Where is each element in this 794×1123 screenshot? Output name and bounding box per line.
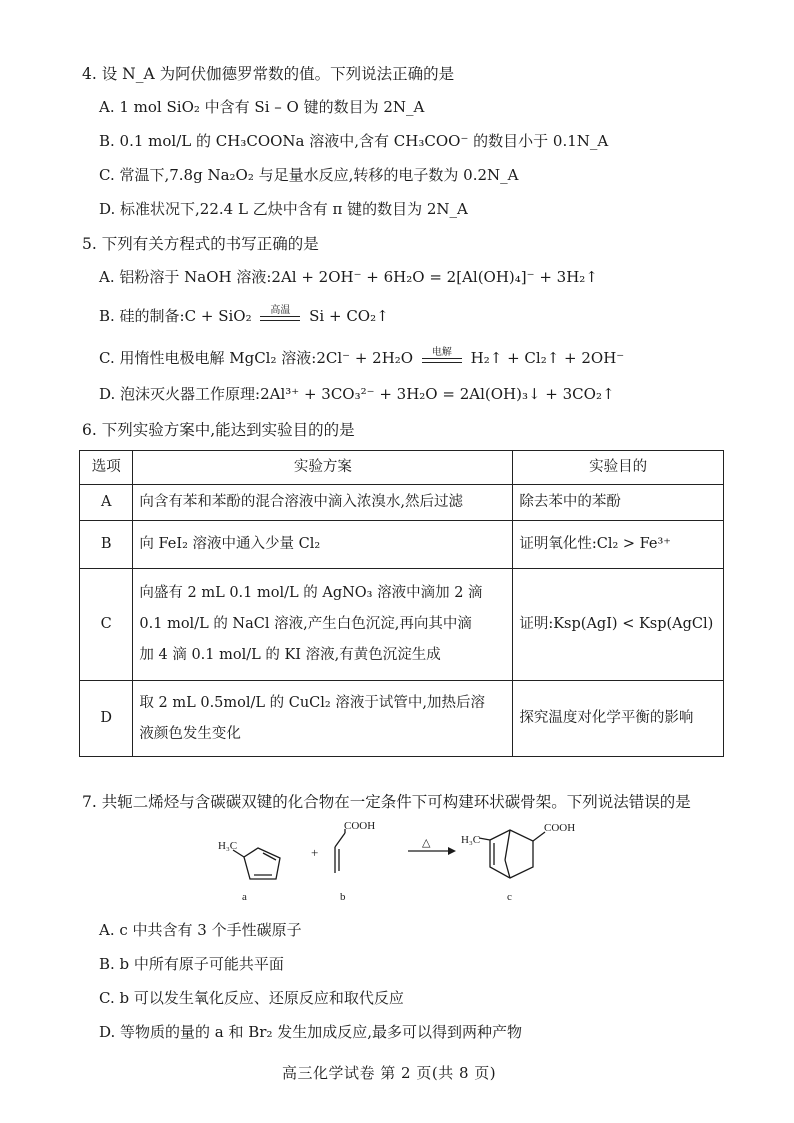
row-d-plan [133,681,513,757]
label-a: a [242,891,247,903]
label-b: b [340,891,346,903]
cyclopentadiene-ring [244,848,280,879]
double-line [422,358,462,363]
q7-option-a: A. c 中共含有 3 个手性碳原子 [99,921,302,939]
q5-option-b-right: Si + CO₂↑ [309,307,389,325]
plus-sign: + [311,845,319,860]
q7-stem: 7. 共轭二烯烃与含碳碳双键的化合物在一定条件下可构建环状碳骨架。下列说法错误的是 [82,793,691,811]
q5-c-condition: 电解 [431,347,452,358]
q5-option-d: D. 泡沫灭火器工作原理:2Al³⁺ + 3CO₃²⁻ + 3H₂O = 2Al(OH)₃↓ + 3CO₂↑ [99,385,615,403]
row-b-option: B [80,521,133,569]
bridge-bond [505,830,510,860]
q4-stem: 4. 设 N_A 为阿伏伽德罗常数的值。下列说法正确的是 [82,65,455,83]
a-substituent: H₃C [218,840,238,852]
b-group: COOH [344,820,376,832]
row-d-plan-line-2: 液颜色发生变化 [139,725,241,742]
q6-stem: 6. 下列实验方案中,能达到实验目的的是 [82,421,355,439]
header-option: 选项 [80,451,133,485]
q5-option-a: A. 铝粉溶于 NaOH 溶液:2Al + 2OH⁻ + 6H₂O = 2[Al(OH)₄]⁻ + 3H₂↑ [99,268,598,286]
bond [335,833,345,847]
table-header-row [80,451,724,485]
q7-option-c: C. b 可以发生氧化反应、还原反应和取代反应 [99,989,404,1007]
row-d-option: D [80,681,133,757]
row-a-plan: 向含有苯和苯酚的混合溶液中滴入浓溴水,然后过滤 [133,485,513,521]
table-row [80,485,724,521]
table-row [80,521,724,569]
label-c: c [507,891,512,903]
q7-option-b: B. b 中所有原子可能共平面 [99,955,284,973]
q4-option-b: B. 0.1 mol/L 的 CH₃COONa 溶液中,含有 CH₃COO⁻ 的数目小于 0.1N_A [99,132,609,150]
header-plan: 实验方案 [133,451,513,485]
q5-option-b-left: B. 硅的制备:C + SiO₂ [99,307,252,325]
molecule-c [479,830,545,878]
double-bond [263,853,276,860]
reaction-scheme [200,815,620,905]
q5-option-c [99,347,624,368]
reaction-arrow [408,847,456,855]
q4-option-a: A. 1 mol SiO₂ 中含有 Si – O 键的数目为 2N_A [99,98,425,116]
row-d-plan-line-1: 取 2 mL 0.5mol/L 的 CuCl₂ 溶液于试管中,加热后溶 [139,694,485,711]
row-c-plan [133,569,513,681]
row-a-goal: 除去苯中的苯酚 [513,485,724,521]
q7-option-d: D. 等物质的量的 a 和 Br₂ 发生加成反应,最多可以得到两种产物 [99,1023,523,1041]
methyl-bond [479,838,490,840]
q5-stem: 5. 下列有关方程式的书写正确的是 [82,235,319,253]
bicyclic-ring [490,830,533,878]
c-substituent: H₃C [461,834,481,846]
row-b-goal: 证明氧化性:Cl₂ > Fe³⁺ [513,521,724,569]
q5-option-c-left: C. 用惰性电极电解 MgCl₂ 溶液:2Cl⁻ + 2H₂O [99,349,414,367]
row-c-plan-line-1: 向盛有 2 mL 0.1 mol/L 的 AgNO₃ 溶液中滴加 2 滴 [139,585,483,601]
q4-option-d: D. 标准状况下,22.4 L 乙炔中含有 π 键的数目为 2N_A [99,200,468,218]
row-c-goal: 证明:Ksp(AgI) < Ksp(AgCl) [513,569,724,681]
row-b-plan: 向 FeI₂ 溶液中通入少量 Cl₂ [133,521,513,569]
experiment-table [79,450,724,757]
table-row [80,681,724,757]
q4-option-c: C. 常温下,7.8g Na₂O₂ 与足量水反应,转移的电子数为 0.2N_A [99,166,519,184]
q5-option-b [99,305,389,326]
molecule-a [233,848,280,879]
condition-equals [422,347,462,363]
double-line [260,316,300,321]
row-c-option: C [80,569,133,681]
header-goal: 实验目的 [513,451,724,485]
q5-b-condition: 高温 [270,305,291,316]
c-group: COOH [544,822,576,834]
row-c-plan-line-2: 0.1 mol/L 的 NaCl 溶液,产生白色沉淀,再向其中滴 [139,616,472,632]
q5-option-c-right: H₂↑ + Cl₂↑ + 2OH⁻ [470,349,625,367]
heat-condition: △ [422,836,431,849]
condition-equals [260,305,300,321]
row-a-option: A [80,485,133,521]
page-footer: 高三化学试卷 第 2 页(共 8 页) [282,1064,497,1082]
molecule-b [335,829,345,873]
row-c-plan-line-3: 加 4 滴 0.1 mol/L 的 KI 溶液,有黄色沉淀生成 [139,647,441,663]
table-row [80,569,724,681]
row-d-goal: 探究温度对化学平衡的影响 [513,681,724,757]
